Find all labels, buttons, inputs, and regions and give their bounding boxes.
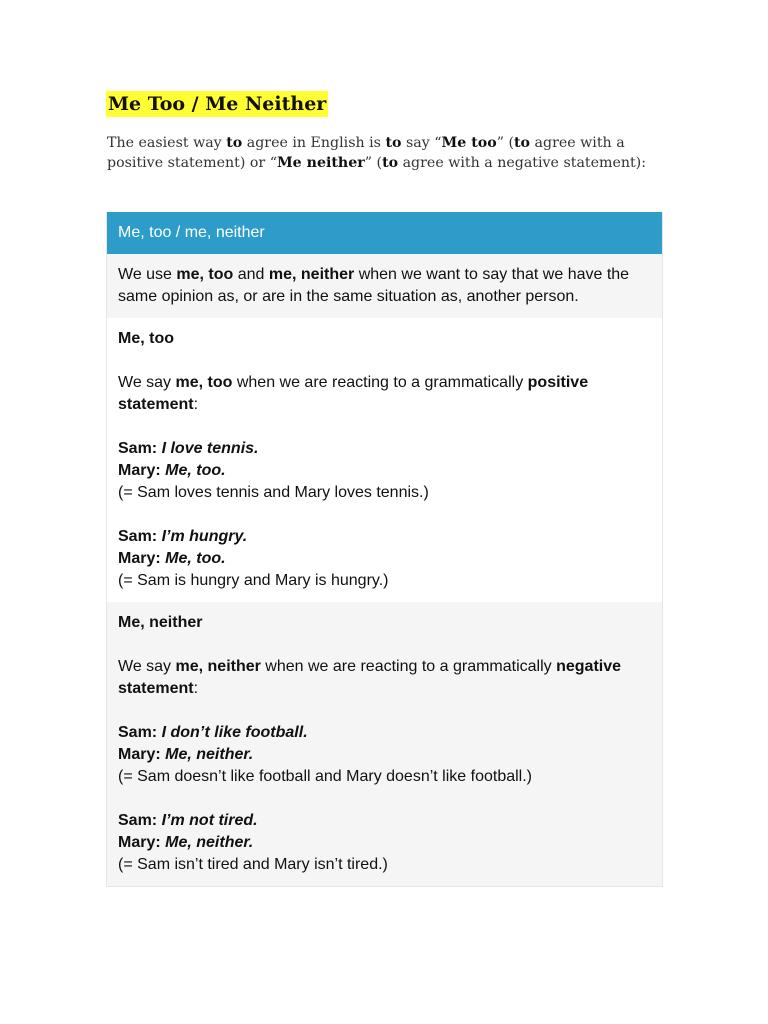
speaker-label: Mary:: [118, 462, 166, 479]
section-heading-me-neither: Me, neither: [118, 614, 203, 631]
intro-bold-me-too: Me too: [441, 135, 497, 151]
example-sam-line: [118, 722, 651, 744]
example-sam-line: [118, 526, 651, 548]
intro-bold-me-neither: Me neither: [276, 155, 365, 171]
speaker-quote: Me, too.: [165, 462, 226, 479]
example-sam-line: [118, 810, 651, 832]
rule-text: :: [193, 396, 199, 413]
intro-bold: to: [226, 135, 243, 151]
section-heading-me-too: Me, too: [118, 330, 174, 347]
example-note: (= Sam doesn’t like football and Mary doesn’t like football.): [118, 768, 532, 785]
example-mary-line: [118, 832, 651, 854]
usage-text: and: [233, 266, 269, 283]
spacer: [118, 634, 651, 656]
speaker-label: Sam:: [118, 812, 162, 829]
example-note: (= Sam isn’t tired and Mary isn’t tired.): [118, 856, 388, 873]
spacer: [118, 504, 651, 526]
spacer: [118, 788, 651, 810]
intro-bold: to: [514, 135, 531, 151]
usage-text: We use: [118, 266, 177, 283]
intro-text: The easiest way: [107, 135, 227, 151]
grammar-table: [106, 212, 663, 887]
rule-text: We say: [118, 658, 176, 675]
table-header: [107, 212, 662, 254]
rule-text: when we are reacting to a grammatically: [232, 374, 528, 391]
rule-text: We say: [118, 374, 176, 391]
spacer: [118, 416, 651, 438]
speaker-label: Sam:: [118, 724, 162, 741]
table-row-usage: [107, 254, 662, 318]
table-row-me-neither: [107, 602, 662, 886]
example-sam-line: [118, 438, 651, 460]
example-note: (= Sam loves tennis and Mary loves tennis.): [118, 484, 429, 501]
speaker-label: Sam:: [118, 528, 162, 545]
speaker-label: Mary:: [118, 834, 166, 851]
example-mary-line: [118, 548, 651, 570]
rule-text: :: [193, 680, 199, 697]
speaker-quote: I’m hungry.: [161, 528, 248, 545]
rule-keyword: me, too: [175, 374, 233, 391]
usage-keyword: me, neither: [268, 266, 355, 283]
speaker-quote: Me, neither.: [165, 746, 254, 763]
speaker-quote: I love tennis.: [161, 440, 259, 457]
speaker-quote: Me, too.: [165, 550, 226, 567]
example-mary-line: [118, 744, 651, 766]
intro-text: agree with a positive statement) or “: [107, 135, 625, 171]
spacer: [118, 350, 651, 372]
usage-text: when we want to say that we have the same opinion as, or are in the same situation as, another person.: [118, 266, 630, 305]
rule-keyword: negative statement: [118, 658, 622, 697]
speaker-label: Sam:: [118, 440, 162, 457]
rule-text: when we are reacting to a grammatically: [260, 658, 557, 675]
table-header-title: Me, too / me, neither: [118, 224, 265, 241]
intro-text: agree with a negative statement):: [398, 155, 647, 171]
speaker-quote: I don’t like football.: [161, 724, 308, 741]
spacer: [118, 700, 651, 722]
intro-text: ” (: [496, 135, 514, 151]
intro-paragraph: [107, 133, 667, 173]
me-too-rule: [118, 372, 651, 416]
rule-keyword: positive statement: [118, 374, 589, 413]
speaker-label: Mary:: [118, 746, 166, 763]
intro-text: ” (: [364, 155, 383, 171]
intro-bold: to: [385, 135, 402, 151]
table-row-me-too: [107, 318, 662, 602]
example-note: (= Sam is hungry and Mary is hungry.): [118, 572, 389, 589]
intro-bold: to: [382, 155, 399, 171]
speaker-label: Mary:: [118, 550, 166, 567]
me-neither-rule: [118, 656, 651, 700]
speaker-quote: I’m not tired.: [161, 812, 258, 829]
rule-keyword: me, neither: [175, 658, 261, 675]
speaker-quote: Me, neither.: [165, 834, 254, 851]
example-mary-line: [118, 460, 651, 482]
intro-text: say “: [401, 135, 442, 151]
usage-paragraph: [118, 264, 651, 308]
title-wrap: [106, 91, 328, 117]
page-title: Me Too / Me Neither: [108, 93, 327, 115]
usage-keyword: me, too: [176, 266, 234, 283]
intro-text: agree in English is: [242, 135, 386, 151]
